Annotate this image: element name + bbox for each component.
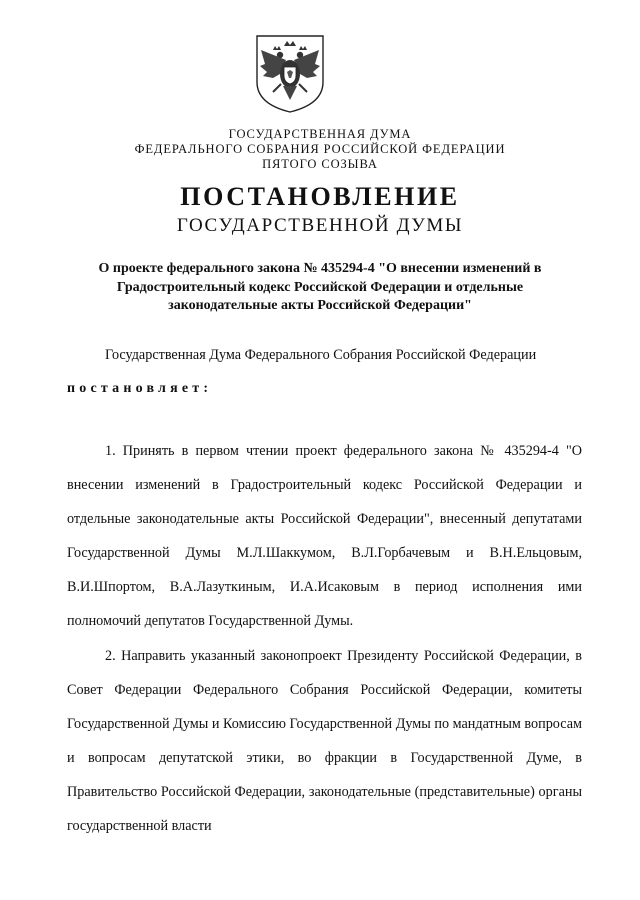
- russian-coat-of-arms-icon: [253, 34, 327, 114]
- document-issuer: ГОСУДАРСТВЕННОЙ ДУМЫ: [176, 215, 464, 236]
- document-subject: О проекте федерального закона № 435294-4 "О внесении изменений в Градостроительный кодекс Российской Федерации и отдельные законодательные акты Российской Федерации": [98, 261, 542, 313]
- header-line-1: ГОСУДАРСТВЕННАЯ ДУМА: [228, 127, 412, 141]
- document-type-title: ПОСТАНОВЛЕНИЕ: [180, 182, 460, 211]
- header-line-3: ПЯТОГО СОЗЫВА: [262, 157, 378, 171]
- preamble: Государственная Дума Федерального Собрания Российской Федерации: [105, 347, 537, 363]
- resolves-word: постановляет:: [67, 381, 213, 396]
- resolution-item-1: 1. Принять в первом чтении проект федерального закона № 435294-4 "О внесении изменений в Градостроительный кодекс Российской Федерации и отдельные законодательные акты Российской Федерации", внесенный депутатами Государственной Думы М.Л.Шаккумом, В.Л.Горбачевым и В.Н.Ельцовым, В.И.Шпортом, В.А.Лазуткиным, И.А.Исаковым в период исполнения ими полномочий депутатов Государственной Думы.: [67, 443, 582, 629]
- resolution-item-2: 2. Направить указанный законопроект Президенту Российской Федерации, в Совет Федерации Федерального Собрания Российской Федерации, комитеты Государственной Думы и Комиссию Государственной Думы по мандатным вопросам и вопросам депутатской этики, во фракции в Государственной Думе, в Правительство Российской Федерации, законодательные (представительные) органы государственной власти: [67, 648, 582, 834]
- header-line-2: ФЕДЕРАЛЬНОГО СОБРАНИЯ РОССИЙСКОЙ ФЕДЕРАЦИИ: [134, 142, 506, 156]
